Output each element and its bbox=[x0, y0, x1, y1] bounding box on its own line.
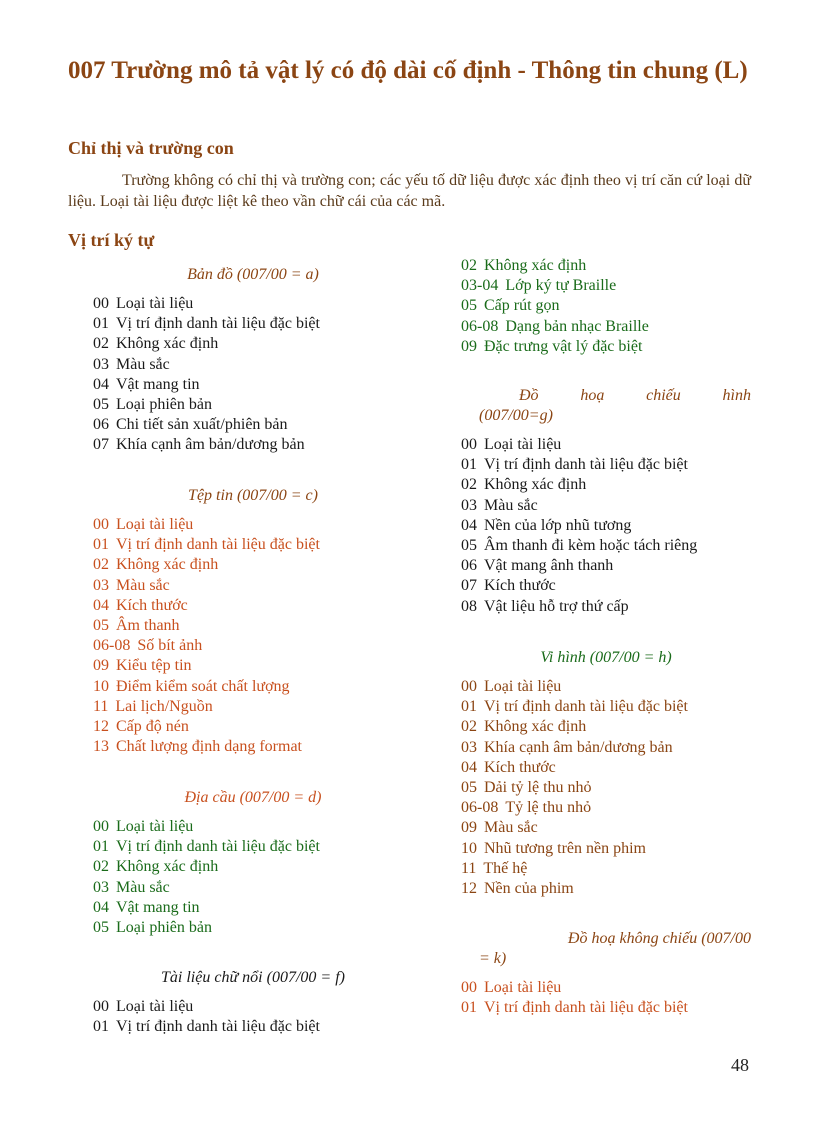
item-label: Vị trí định danh tài liệu đặc biệt bbox=[484, 456, 688, 474]
item-code: 08 bbox=[461, 597, 477, 615]
item-code: 03 bbox=[93, 576, 109, 594]
item-label: Loại phiên bản bbox=[116, 919, 212, 937]
item-label: Khía cạnh âm bản/dương bản bbox=[484, 738, 673, 756]
list-item bbox=[93, 616, 413, 636]
section-file bbox=[93, 486, 413, 757]
item-label: Loại tài liệu bbox=[116, 295, 194, 312]
list-item bbox=[461, 818, 751, 838]
item-code: 09 bbox=[461, 819, 477, 837]
section-microform bbox=[461, 648, 751, 899]
item-code: 05 bbox=[461, 537, 477, 555]
item-code: 07 bbox=[461, 577, 477, 595]
item-code: 13 bbox=[93, 738, 109, 756]
list-item bbox=[93, 636, 413, 656]
item-code: 01 bbox=[461, 999, 477, 1017]
intro-paragraph: Trường không có chỉ thị và trường con; các yếu tố dữ liệu được xác định theo vị trí căn cứ loại dữ liệu. Loại tài liệu được liệt kê theo vần chữ cái của các mã. bbox=[68, 172, 751, 210]
item-label: Loại tài liệu bbox=[116, 516, 194, 533]
item-code: 04 bbox=[93, 375, 109, 393]
item-label: Màu sắc bbox=[484, 819, 538, 837]
item-code: 03 bbox=[461, 738, 477, 756]
section-heading-line1: Đồ hoạ không chiếu (007/00 bbox=[567, 930, 751, 947]
list-item bbox=[461, 998, 751, 1018]
item-label: Kích thước bbox=[484, 758, 556, 776]
item-code: 00 bbox=[93, 998, 109, 1015]
item-list bbox=[93, 515, 413, 757]
item-code: 00 bbox=[93, 516, 109, 533]
section-nonprojected bbox=[461, 929, 751, 1018]
item-code: 01 bbox=[93, 315, 109, 333]
item-label: Vị trí định danh tài liệu đặc biệt bbox=[116, 315, 320, 333]
item-list bbox=[93, 817, 413, 938]
list-item bbox=[461, 697, 751, 717]
list-item bbox=[461, 496, 751, 516]
item-code: 11 bbox=[461, 859, 477, 877]
list-item bbox=[461, 475, 751, 495]
list-item bbox=[93, 334, 413, 354]
list-item bbox=[93, 898, 413, 918]
item-code: 00 bbox=[461, 678, 477, 695]
item-label: Chi tiết sản xuất/phiên bản bbox=[116, 416, 288, 434]
section-map bbox=[93, 265, 413, 456]
section-heading-line2: = k) bbox=[479, 950, 507, 967]
page-number: 48 bbox=[731, 1055, 749, 1075]
item-label: Khía cạnh âm bản/dương bản bbox=[116, 436, 305, 454]
list-item bbox=[93, 717, 413, 737]
item-label: Loại tài liệu bbox=[484, 979, 562, 996]
item-label: Loại phiên bản bbox=[116, 396, 212, 414]
list-item bbox=[93, 515, 413, 535]
list-item bbox=[93, 415, 413, 435]
item-label: Điểm kiểm soát chất lượng bbox=[116, 677, 290, 695]
item-code: 02 bbox=[461, 476, 477, 494]
list-item bbox=[461, 337, 751, 357]
item-label: Không xác định bbox=[116, 335, 219, 353]
list-item bbox=[93, 837, 413, 857]
item-label: Tỷ lệ thu nhỏ bbox=[505, 799, 592, 817]
positions-heading: Vị trí ký tự bbox=[68, 230, 155, 250]
item-code: 03 bbox=[93, 878, 109, 896]
item-label: Màu sắc bbox=[116, 355, 170, 373]
list-item bbox=[461, 276, 751, 296]
item-code: 06-08 bbox=[461, 317, 499, 335]
item-label: Không xác định bbox=[116, 556, 219, 574]
item-label: Kiểu tệp tin bbox=[116, 657, 192, 675]
list-item bbox=[93, 817, 413, 837]
list-item bbox=[93, 656, 413, 676]
list-item bbox=[93, 314, 413, 334]
item-label: Vị trí định danh tài liệu đặc biệt bbox=[484, 999, 688, 1017]
list-item bbox=[93, 697, 413, 717]
item-code: 04 bbox=[93, 596, 109, 614]
list-item bbox=[93, 878, 413, 898]
item-label: Màu sắc bbox=[116, 576, 170, 594]
item-label: Lai lịch/Nguồn bbox=[115, 697, 213, 715]
list-item bbox=[93, 435, 413, 455]
list-item bbox=[461, 978, 751, 998]
list-item bbox=[461, 296, 751, 316]
item-label: Vật mang ânh thanh bbox=[484, 557, 614, 575]
item-label: Âm thanh đi kèm hoặc tách riêng bbox=[484, 537, 698, 555]
item-label: Loại tài liệu bbox=[484, 678, 562, 695]
section-heading: Tệp tin (007/00 = c) bbox=[188, 487, 318, 504]
item-code: 03 bbox=[93, 355, 109, 373]
list-item bbox=[93, 918, 413, 938]
item-code: 04 bbox=[93, 898, 109, 916]
item-list bbox=[93, 997, 413, 1037]
item-list bbox=[461, 435, 751, 617]
list-item bbox=[461, 556, 751, 576]
section-heading: Vi hình (007/00 = h) bbox=[540, 649, 672, 666]
section-braille bbox=[93, 968, 413, 1037]
list-item bbox=[461, 879, 751, 899]
item-label: Nền của phim bbox=[484, 880, 574, 898]
item-label: Âm thanh bbox=[116, 617, 180, 635]
list-item bbox=[93, 997, 413, 1017]
item-label: Không xác định bbox=[484, 476, 587, 494]
item-code: 10 bbox=[461, 839, 477, 857]
section-projected bbox=[461, 386, 751, 617]
section-heading: Địa cầu (007/00 = d) bbox=[184, 789, 322, 806]
item-label: Số bít ảnh bbox=[137, 637, 203, 655]
item-code: 10 bbox=[93, 677, 109, 695]
item-code: 06-08 bbox=[93, 637, 131, 655]
item-label: Kích thước bbox=[116, 596, 188, 614]
section-heading: Bản đồ (007/00 = a) bbox=[187, 266, 319, 283]
item-label: Loại tài liệu bbox=[116, 818, 194, 835]
list-item bbox=[461, 859, 751, 879]
item-code: 03-04 bbox=[461, 277, 499, 295]
list-item bbox=[461, 758, 751, 778]
item-code: 04 bbox=[461, 516, 477, 534]
item-label: Không xác định bbox=[484, 718, 587, 736]
item-code: 06 bbox=[93, 416, 109, 434]
item-list bbox=[461, 978, 751, 1018]
item-list bbox=[93, 294, 413, 456]
item-code: 06 bbox=[461, 557, 477, 575]
list-item bbox=[461, 435, 751, 455]
item-label: Kích thước bbox=[484, 577, 556, 595]
item-code: 11 bbox=[93, 697, 109, 715]
item-label: Nhũ tương trên nền phim bbox=[484, 839, 646, 857]
item-code: 00 bbox=[461, 436, 477, 453]
item-code: 07 bbox=[93, 436, 109, 454]
item-code: 05 bbox=[93, 919, 109, 937]
item-label: Không xác định bbox=[116, 858, 219, 876]
list-item bbox=[461, 516, 751, 536]
item-code: 03 bbox=[461, 496, 477, 514]
item-label: Vật mang tin bbox=[116, 898, 200, 916]
list-item bbox=[93, 1017, 413, 1037]
item-label: Vị trí định danh tài liệu đặc biệt bbox=[116, 1018, 320, 1036]
item-label: Lớp ký tự Braille bbox=[505, 277, 617, 295]
item-code: 01 bbox=[93, 838, 109, 856]
item-code: 05 bbox=[93, 617, 109, 635]
item-code: 01 bbox=[93, 536, 109, 554]
item-code: 12 bbox=[461, 880, 477, 898]
list-item bbox=[93, 395, 413, 415]
item-code: 02 bbox=[93, 335, 109, 353]
item-list bbox=[461, 677, 751, 899]
section-heading: Tài liệu chữ nổi (007/00 = f) bbox=[161, 969, 345, 986]
list-item bbox=[461, 738, 751, 758]
item-label: Màu sắc bbox=[484, 496, 538, 514]
item-code: 00 bbox=[93, 818, 109, 835]
item-label: Vật mang tin bbox=[116, 375, 200, 393]
list-item bbox=[93, 737, 413, 757]
item-list bbox=[461, 256, 751, 357]
list-item bbox=[461, 597, 751, 617]
item-label: Màu sắc bbox=[116, 878, 170, 896]
item-code: 05 bbox=[93, 396, 109, 414]
item-code: 09 bbox=[93, 657, 109, 675]
item-code: 02 bbox=[461, 718, 477, 736]
section-heading-line1: Đồ hoạ chiếu hình bbox=[519, 387, 751, 404]
list-item bbox=[461, 317, 751, 337]
item-label: Vị trí định danh tài liệu đặc biệt bbox=[484, 698, 688, 716]
indicators-heading: Chỉ thị và trường con bbox=[68, 138, 234, 158]
list-item bbox=[93, 555, 413, 575]
item-code: 01 bbox=[461, 456, 477, 474]
list-item bbox=[461, 839, 751, 859]
page-title: 007 Trường mô tả vật lý có độ dài cố định - Thông tin chung (L) bbox=[68, 57, 748, 84]
item-label: Vị trí định danh tài liệu đặc biệt bbox=[116, 838, 320, 856]
item-code: 02 bbox=[461, 257, 477, 274]
item-code: 00 bbox=[93, 295, 109, 312]
item-code: 00 bbox=[461, 979, 477, 996]
item-code: 02 bbox=[93, 858, 109, 876]
item-label: Chất lượng định dạng format bbox=[116, 738, 302, 756]
item-code: 05 bbox=[461, 297, 477, 315]
list-item bbox=[461, 798, 751, 818]
item-label: Đặc trưng vật lý đặc biệt bbox=[484, 337, 643, 355]
item-label: Vật liệu hỗ trợ thứ cấp bbox=[484, 597, 629, 615]
list-item bbox=[93, 576, 413, 596]
item-code: 01 bbox=[93, 1018, 109, 1036]
item-label: Cấp độ nén bbox=[116, 718, 189, 736]
list-item bbox=[461, 677, 751, 697]
list-item bbox=[93, 355, 413, 375]
item-code: 12 bbox=[93, 718, 109, 736]
list-item bbox=[93, 596, 413, 616]
section-braille-continued bbox=[461, 256, 751, 357]
item-label: Dải tỷ lệ thu nhỏ bbox=[484, 779, 592, 797]
item-label: Loại tài liệu bbox=[484, 436, 562, 453]
item-code: 09 bbox=[461, 337, 477, 355]
list-item bbox=[461, 717, 751, 737]
list-item bbox=[461, 455, 751, 475]
item-code: 06-08 bbox=[461, 799, 499, 817]
item-label: Không xác định bbox=[484, 257, 587, 274]
section-heading-line2: (007/00=g) bbox=[479, 407, 553, 424]
item-code: 02 bbox=[93, 556, 109, 574]
list-item bbox=[93, 677, 413, 697]
list-item bbox=[93, 857, 413, 877]
section-globe bbox=[93, 788, 413, 938]
item-code: 05 bbox=[461, 779, 477, 797]
list-item bbox=[461, 536, 751, 556]
list-item bbox=[93, 375, 413, 395]
list-item bbox=[461, 778, 751, 798]
list-item bbox=[93, 535, 413, 555]
item-label: Thế hệ bbox=[483, 859, 528, 877]
item-code: 04 bbox=[461, 758, 477, 776]
item-code: 01 bbox=[461, 698, 477, 716]
item-label: Nền của lớp nhũ tương bbox=[484, 516, 632, 534]
item-label: Dạng bản nhạc Braille bbox=[505, 317, 649, 335]
list-item bbox=[461, 256, 751, 276]
item-label: Loại tài liệu bbox=[116, 998, 194, 1015]
item-label: Vị trí định danh tài liệu đặc biệt bbox=[116, 536, 320, 554]
list-item bbox=[93, 294, 413, 314]
item-label: Cấp rút gọn bbox=[484, 297, 560, 315]
list-item bbox=[461, 576, 751, 596]
